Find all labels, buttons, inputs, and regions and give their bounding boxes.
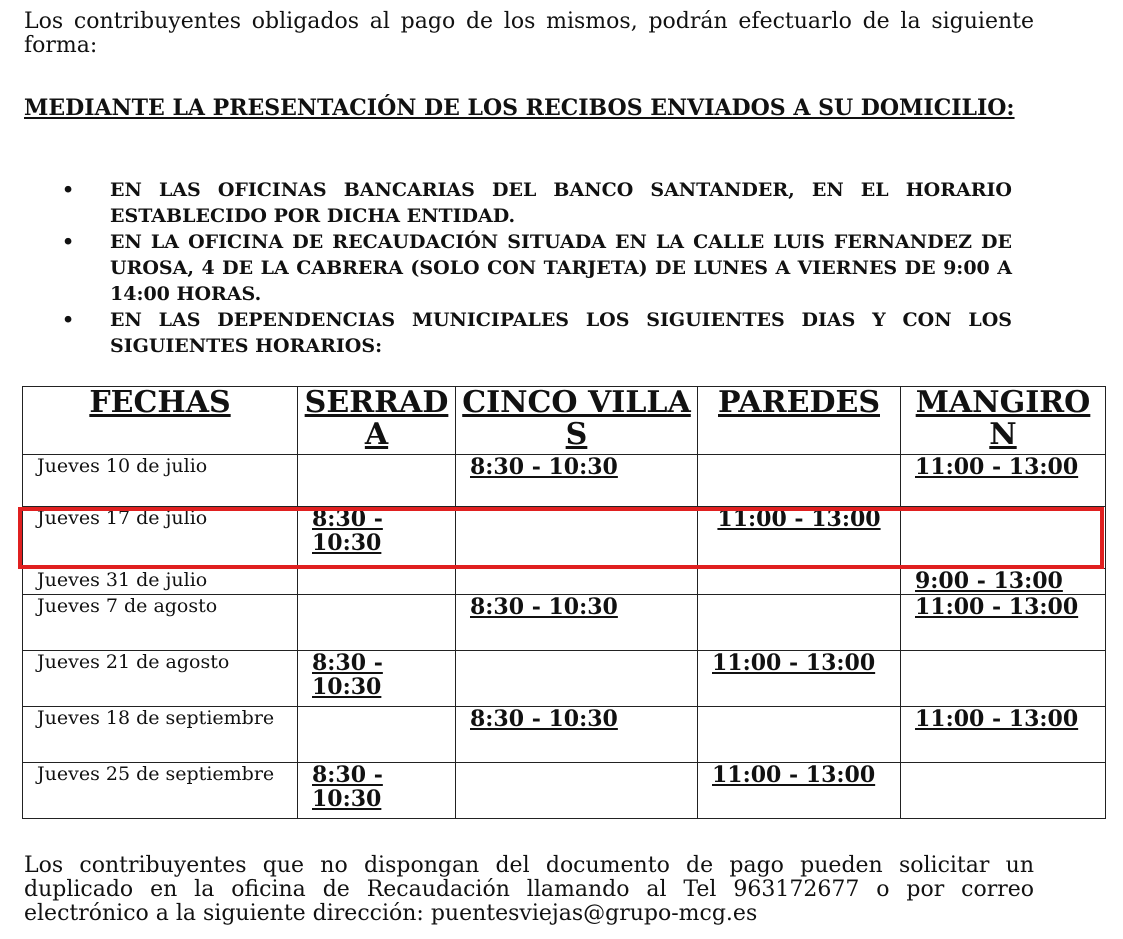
date-cell: Jueves 31 de julio bbox=[23, 569, 298, 595]
mangiron-cell: 11:00 - 13:00 bbox=[901, 707, 1106, 763]
date-cell: Jueves 25 de septiembre bbox=[23, 763, 298, 819]
header-fechas: FECHAS bbox=[23, 387, 298, 455]
schedule-table bbox=[22, 386, 1106, 819]
table-row bbox=[23, 455, 1106, 507]
cinco-villas-cell bbox=[456, 651, 698, 707]
intro-paragraph: Los contribuyentes obligados al pago de los mismos, podrán efectuarlo de la siguiente forma: bbox=[24, 9, 1034, 58]
bullet-text: EN LA OFICINA DE RECAUDACIÓN SITUADA EN LA CALLE LUIS FERNANDEZ DE UROSA, 4 DE LA CABRERA (SOLO CON TARJETA) DE LUNES A VIERNES DE 9:00 A 14:00 HORAS. bbox=[110, 231, 1012, 305]
payment-locations-list bbox=[62, 177, 1012, 359]
header-paredes: PAREDES bbox=[698, 387, 901, 455]
cinco-villas-cell bbox=[456, 569, 698, 595]
serrada-cell bbox=[298, 569, 456, 595]
list-item bbox=[62, 307, 1012, 359]
serrada-cell bbox=[298, 707, 456, 763]
header-cinco-villas: CINCO VILLAS bbox=[456, 387, 698, 455]
payment-method-heading: MEDIANTE LA PRESENTACIÓN DE LOS RECIBOS ENVIADOS A SU DOMICILIO: bbox=[24, 95, 1015, 121]
paredes-cell bbox=[698, 707, 901, 763]
date-cell: Jueves 7 de agosto bbox=[23, 595, 298, 651]
paredes-cell bbox=[698, 595, 901, 651]
date-cell: Jueves 17 de julio bbox=[23, 507, 298, 569]
cinco-villas-cell: 8:30 - 10:30 bbox=[456, 455, 698, 507]
serrada-cell bbox=[298, 455, 456, 507]
table-row bbox=[23, 707, 1106, 763]
serrada-cell: 8:30 - 10:30 bbox=[298, 651, 456, 707]
cinco-villas-cell: 8:30 - 10:30 bbox=[456, 595, 698, 651]
bullet-icon: • bbox=[62, 231, 75, 253]
table-row bbox=[23, 507, 1106, 569]
serrada-cell: 8:30 - 10:30 bbox=[298, 507, 456, 569]
bullet-text: EN LAS DEPENDENCIAS MUNICIPALES LOS SIGUIENTES DIAS Y CON LOS SIGUIENTES HORARIOS: bbox=[110, 309, 1012, 357]
header-serrada: SERRADA bbox=[298, 387, 456, 455]
mangiron-cell bbox=[901, 763, 1106, 819]
bullet-icon: • bbox=[62, 179, 75, 201]
paredes-cell: 11:00 - 13:00 bbox=[698, 651, 901, 707]
paredes-cell bbox=[698, 569, 901, 595]
table-row bbox=[23, 763, 1106, 819]
paredes-cell: 11:00 - 13:00 bbox=[698, 763, 901, 819]
bullet-icon: • bbox=[62, 309, 75, 331]
mangiron-cell: 11:00 - 13:00 bbox=[901, 595, 1106, 651]
mangiron-cell bbox=[901, 507, 1106, 569]
list-item bbox=[62, 229, 1012, 307]
outro-paragraph: Los contribuyentes que no dispongan del documento de pago pueden solicitar un duplicado en la oficina de Recaudación llamando al Tel 963172677 o por correo electrónico a la siguiente dirección: puentesviejas@grupo-mcg.es bbox=[24, 853, 1034, 926]
paredes-cell bbox=[698, 455, 901, 507]
cinco-villas-cell bbox=[456, 507, 698, 569]
header-mangiron: MANGIRON bbox=[901, 387, 1106, 455]
table-row bbox=[23, 569, 1106, 595]
mangiron-cell bbox=[901, 651, 1106, 707]
mangiron-cell: 11:00 - 13:00 bbox=[901, 455, 1106, 507]
list-item bbox=[62, 177, 1012, 229]
cinco-villas-cell: 8:30 - 10:30 bbox=[456, 707, 698, 763]
bullet-text: EN LAS OFICINAS BANCARIAS DEL BANCO SANTANDER, EN EL HORARIO ESTABLECIDO POR DICHA ENTIDAD. bbox=[110, 179, 1012, 227]
table-row bbox=[23, 651, 1106, 707]
table-header-row bbox=[23, 387, 1106, 455]
serrada-cell bbox=[298, 595, 456, 651]
mangiron-cell: 9:00 - 13:00 bbox=[901, 569, 1106, 595]
date-cell: Jueves 10 de julio bbox=[23, 455, 298, 507]
serrada-cell: 8:30 - 10:30 bbox=[298, 763, 456, 819]
date-cell: Jueves 21 de agosto bbox=[23, 651, 298, 707]
cinco-villas-cell bbox=[456, 763, 698, 819]
table-row bbox=[23, 595, 1106, 651]
paredes-cell: 11:00 - 13:00 bbox=[698, 507, 901, 569]
date-cell: Jueves 18 de septiembre bbox=[23, 707, 298, 763]
